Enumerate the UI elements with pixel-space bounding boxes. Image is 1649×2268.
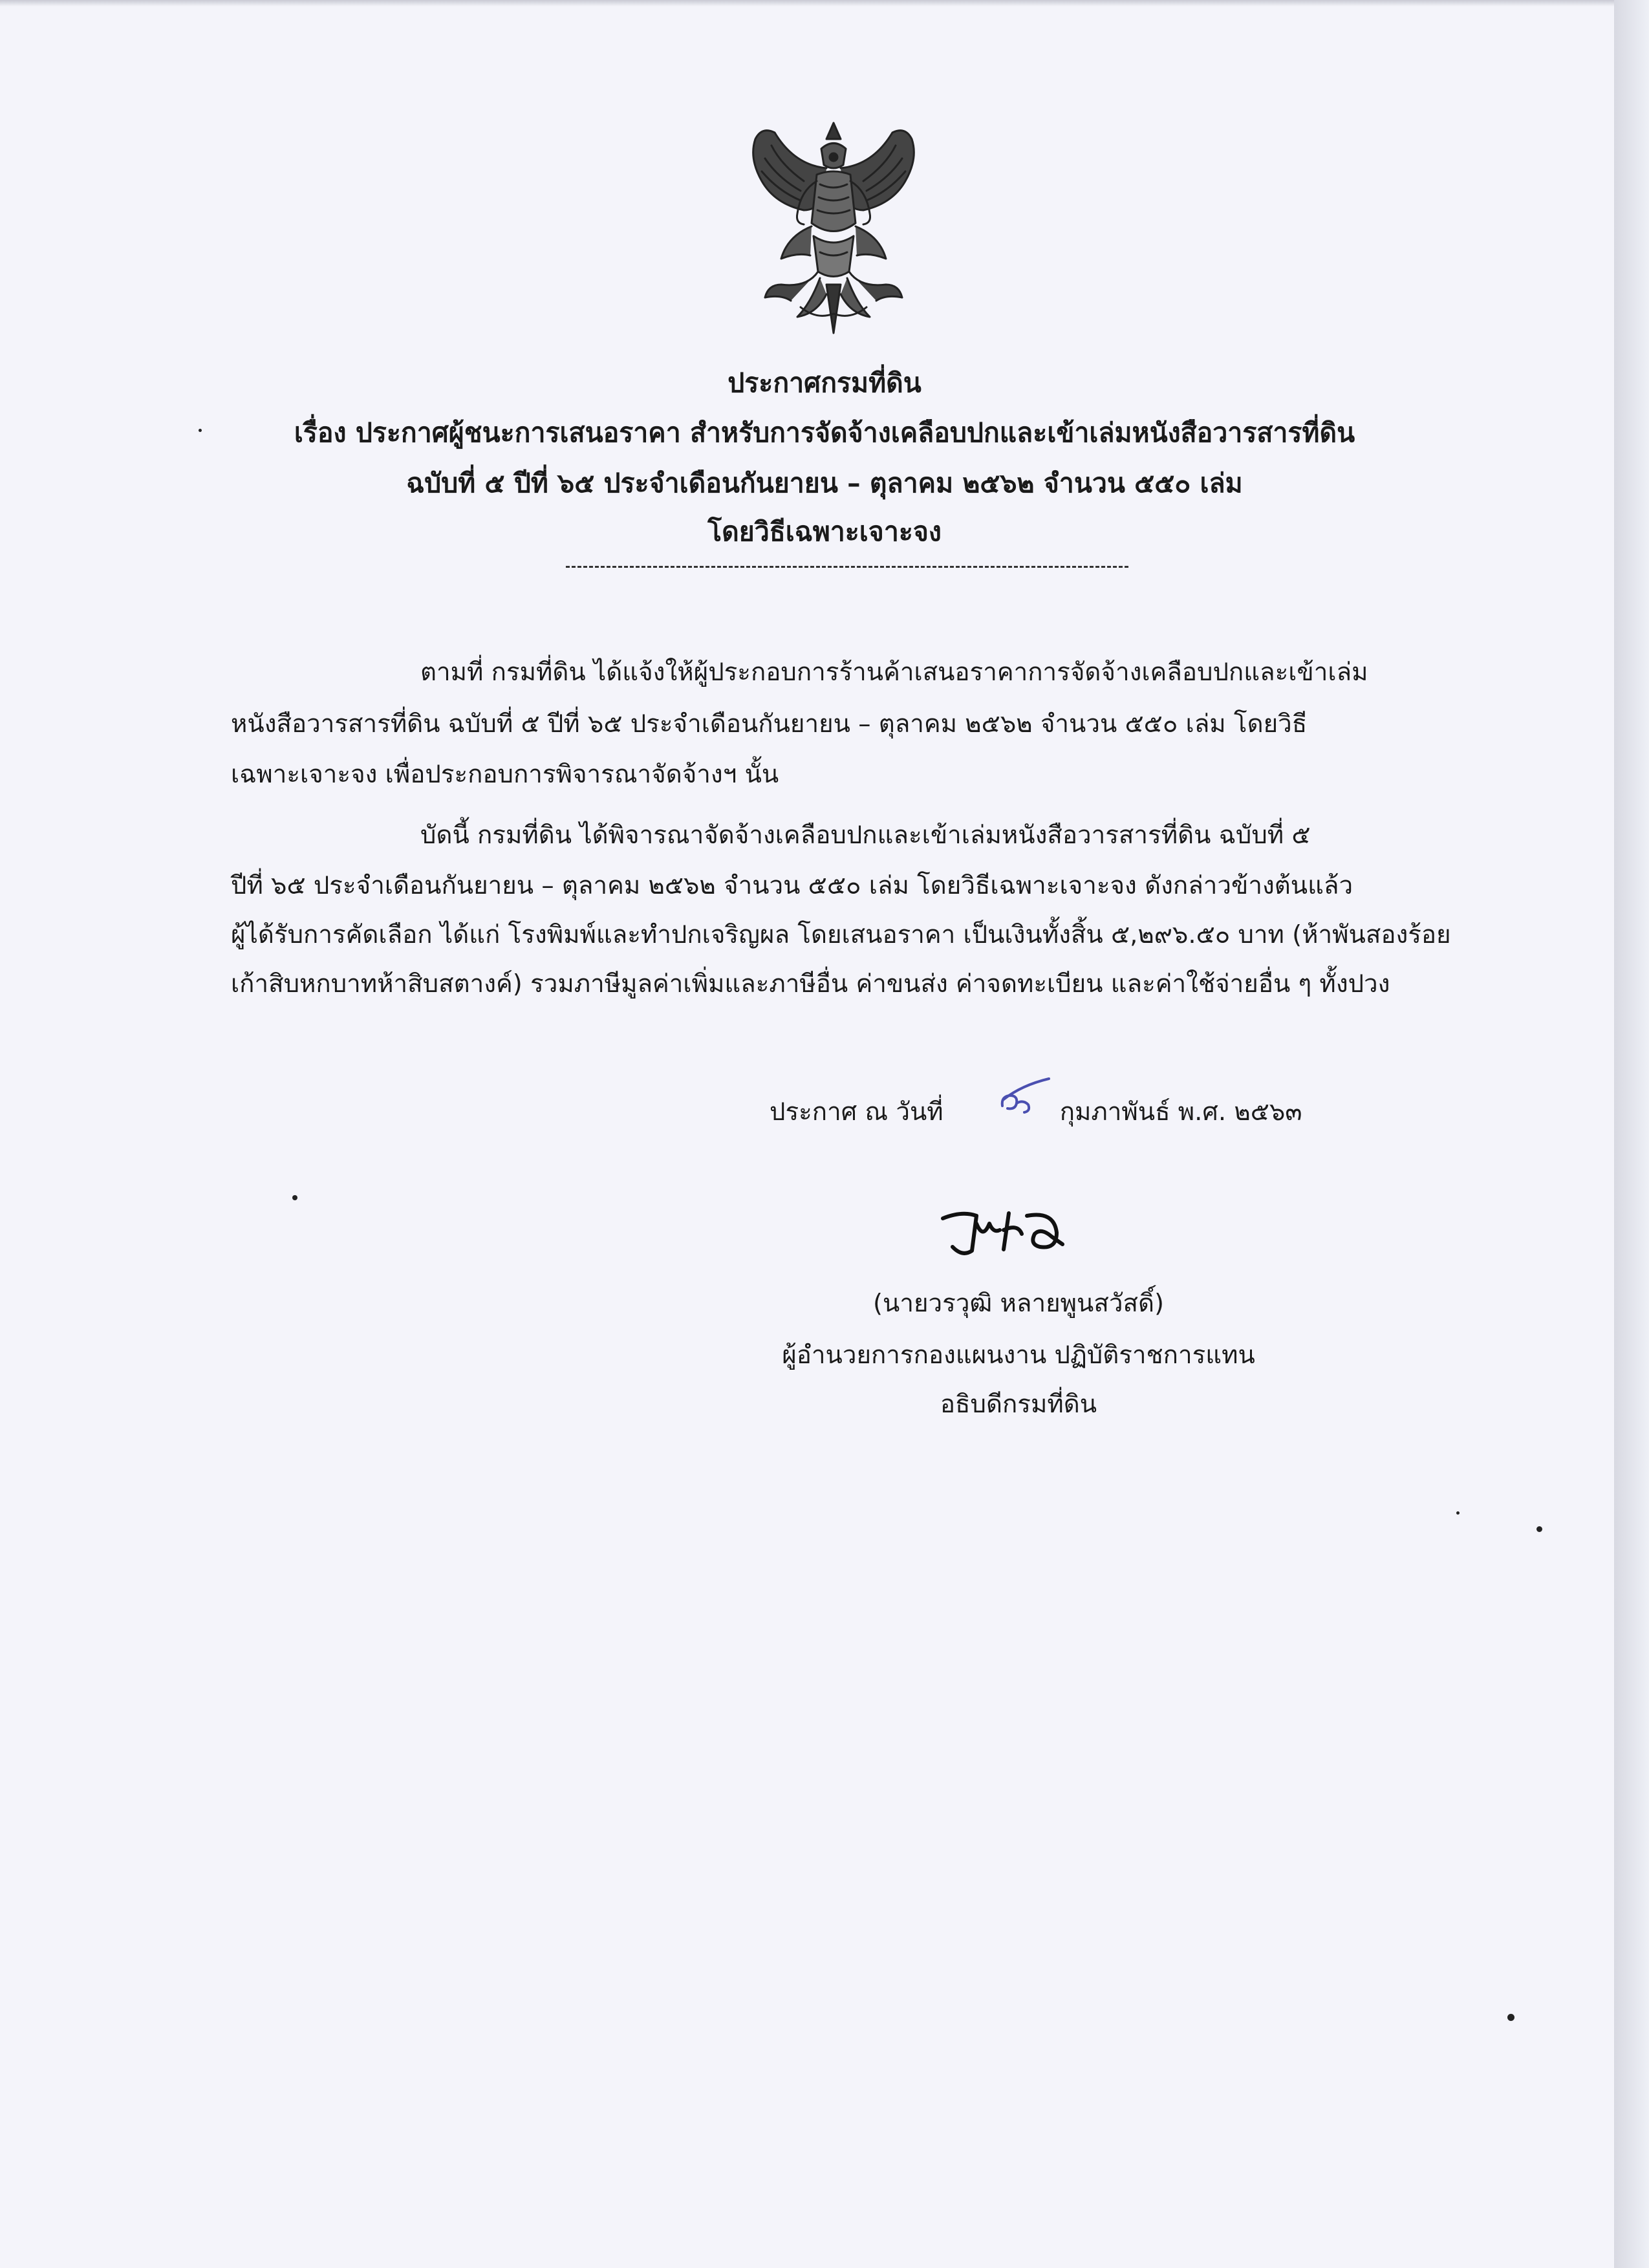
date-suffix: กุมภาพันธ์ พ.ศ. ๒๕๖๓	[1059, 1097, 1302, 1127]
paragraph-1-line: เฉพาะเจาะจง เพื่อประกอบการพิจารณาจัดจ้างฯ นั้น	[231, 760, 779, 789]
signatory-name: (นายวรวุฒิ หลายพูนสวัสดิ์)	[873, 1289, 1164, 1318]
paragraph-2-line: ผู้ได้รับการคัดเลือก ได้แก่ โรงพิมพ์และทำปกเจริญผล โดยเสนอราคา เป็นเงินทั้งสิ้น ๕,๒๙๖.๕๐ บาท (ห้าพันสองร้อย	[231, 920, 1451, 949]
scan-speck	[1456, 1511, 1460, 1515]
paragraph-2-line: เก้าสิบหกบาทห้าสิบสตางค์) รวมภาษีมูลค่าเพิ่มและภาษีอื่น ค่าขนส่ง ค่าจดทะเบียน และค่าใช้จ่ายอื่น ๆ ทั้งปวง	[231, 969, 1390, 999]
scan-speck	[292, 1195, 297, 1200]
signatory-position: ผู้อำนวยการกองแผนงาน ปฏิบัติราชการแทน	[782, 1341, 1255, 1370]
handwritten-signature	[936, 1204, 1064, 1260]
paragraph-1-line: หนังสือวารสารที่ดิน ฉบับที่ ๕ ปีที่ ๖๕ ประจำเดือนกันยายน – ตุลาคม ๒๕๖๒ จำนวน ๕๕๐ เล่ม โดยวิธี	[231, 709, 1308, 739]
handwritten-day	[989, 1074, 1054, 1119]
announcement-subject: เรื่อง ประกาศผู้ชนะการเสนอราคา สำหรับการจัดจ้างเคลือบปกและเข้าเล่มหนังสือวารสารที่ดิน	[294, 417, 1355, 448]
announcement-organization: ประกาศกรมที่ดิน	[727, 367, 921, 398]
scan-edge-top	[0, 0, 1617, 6]
scan-speck	[1507, 2014, 1514, 2021]
announcement-method: โดยวิธีเฉพาะเจาะจง	[707, 516, 942, 547]
signatory-title: อธิบดีกรมที่ดิน	[940, 1390, 1097, 1419]
title-separator	[566, 566, 1128, 568]
paragraph-1-line: ตามที่ กรมที่ดิน ได้แจ้งให้ผู้ประกอบการร้านค้าเสนอราคาการจัดจ้างเคลือบปกและเข้าเล่ม	[420, 658, 1368, 687]
date-prefix: ประกาศ ณ วันที่	[770, 1097, 943, 1127]
paragraph-2-line: ปีที่ ๖๕ ประจำเดือนกันยายน – ตุลาคม ๒๕๖๒ จำนวน ๕๕๐ เล่ม โดยวิธีเฉพาะเจาะจง ดังกล่าวข้างต้นแล้ว	[231, 871, 1353, 900]
scan-edge-right	[1614, 0, 1649, 2268]
scan-speck	[199, 429, 202, 432]
announcement-issue: ฉบับที่ ๕ ปีที่ ๖๕ ประจำเดือนกันยายน – ตุลาคม ๒๕๖๒ จำนวน ๕๕๐ เล่ม	[406, 468, 1243, 499]
garuda-emblem-icon	[736, 120, 931, 336]
scan-speck	[1536, 1526, 1542, 1532]
paragraph-2-line: บัดนี้ กรมที่ดิน ได้พิจารณาจัดจ้างเคลือบปกและเข้าเล่มหนังสือวารสารที่ดิน ฉบับที่ ๕	[420, 821, 1311, 850]
